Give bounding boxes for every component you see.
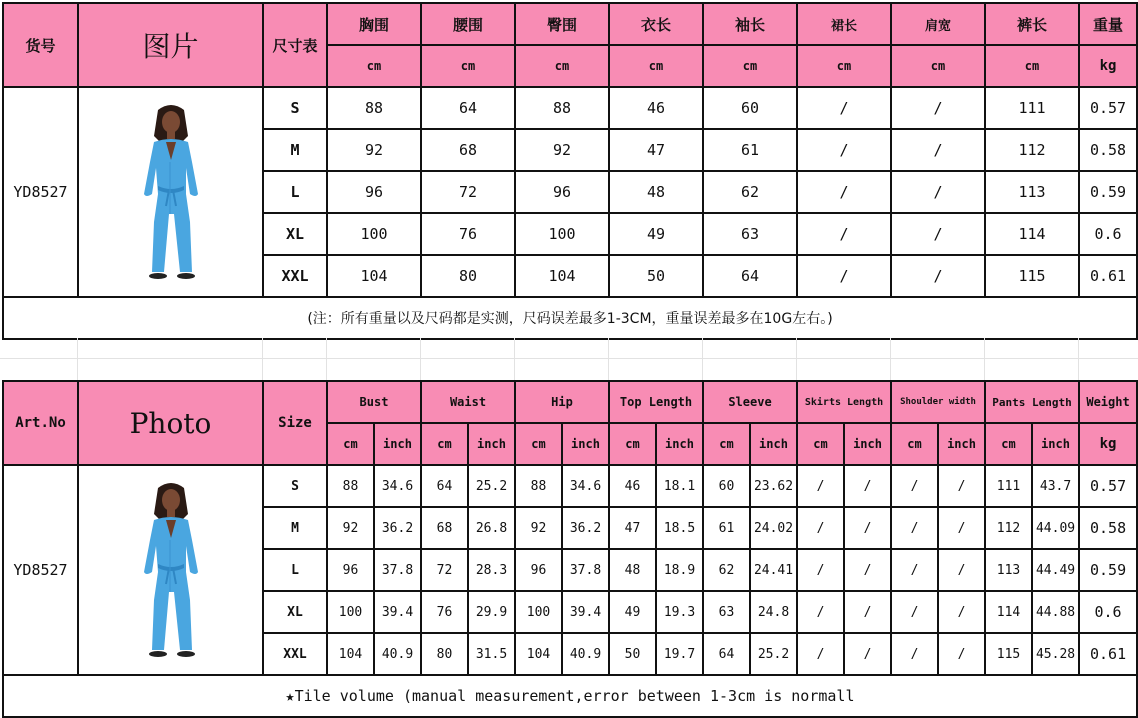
- size-label: S: [263, 465, 327, 507]
- table-cell: 44.88: [1032, 591, 1079, 633]
- table-cell: 36.2: [374, 507, 421, 549]
- table-cell: 0.61: [1079, 255, 1137, 297]
- unit-label: inch: [844, 423, 891, 465]
- product-photo: [78, 87, 263, 297]
- table-cell: 62: [703, 171, 797, 213]
- table-cell: 104: [327, 255, 421, 297]
- table-cell: /: [938, 633, 985, 675]
- photo-header: Photo: [78, 381, 263, 465]
- unit-label: kg: [1079, 423, 1137, 465]
- table-cell: 0.57: [1079, 465, 1137, 507]
- measure-header: 裙长: [797, 3, 891, 45]
- table-cell: /: [797, 213, 891, 255]
- table-cell: 64: [421, 87, 515, 129]
- measure-header: Weight: [1079, 381, 1137, 423]
- table-cell: 76: [421, 213, 515, 255]
- table-cell: /: [891, 255, 985, 297]
- table-cell: /: [891, 129, 985, 171]
- table-cell: 63: [703, 213, 797, 255]
- unit-label: cm: [421, 423, 468, 465]
- table-cell: 0.58: [1079, 507, 1137, 549]
- table-cell: 0.57: [1079, 87, 1137, 129]
- table-cell: 68: [421, 507, 468, 549]
- measure-header: 胸围: [327, 3, 421, 45]
- size-label: M: [263, 507, 327, 549]
- measure-header: 重量: [1079, 3, 1137, 45]
- table-cell: 60: [703, 87, 797, 129]
- table-cell: 63: [703, 591, 750, 633]
- size-label: S: [263, 87, 327, 129]
- table-cell: 61: [703, 129, 797, 171]
- table-cell: 49: [609, 213, 703, 255]
- measure-header: Waist: [421, 381, 515, 423]
- size-label: L: [263, 549, 327, 591]
- table-cell: /: [891, 87, 985, 129]
- table-cell: 0.58: [1079, 129, 1137, 171]
- table-cell: 25.2: [468, 465, 515, 507]
- unit-label: cm: [891, 45, 985, 87]
- measure-header: 袖长: [703, 3, 797, 45]
- measurement-note: ★Tile volume (manual measurement,error between 1-3cm is normall: [3, 675, 1137, 717]
- size-label: L: [263, 171, 327, 213]
- measure-header: 衣长: [609, 3, 703, 45]
- jumpsuit-model-image: [136, 102, 206, 282]
- table-cell: 49: [609, 591, 656, 633]
- table-cell: 104: [327, 633, 374, 675]
- table-cell: 88: [515, 465, 562, 507]
- table-cell: 48: [609, 171, 703, 213]
- unit-label: inch: [938, 423, 985, 465]
- table-cell: 24.02: [750, 507, 797, 549]
- table-cell: 104: [515, 255, 609, 297]
- table-cell: 29.9: [468, 591, 515, 633]
- table-cell: 37.8: [562, 549, 609, 591]
- table-cell: 50: [609, 255, 703, 297]
- table-cell: 113: [985, 549, 1032, 591]
- measure-header: Pants Length: [985, 381, 1079, 423]
- table-cell: 47: [609, 507, 656, 549]
- table-cell: 100: [515, 591, 562, 633]
- measure-header: Top Length: [609, 381, 703, 423]
- measure-header: Hip: [515, 381, 609, 423]
- table-cell: 80: [421, 633, 468, 675]
- size-label: XXL: [263, 633, 327, 675]
- table-cell: /: [797, 87, 891, 129]
- table-cell: 31.5: [468, 633, 515, 675]
- table-cell: /: [844, 549, 891, 591]
- measure-header: 腰围: [421, 3, 515, 45]
- table-cell: 112: [985, 129, 1079, 171]
- table-cell: 68: [421, 129, 515, 171]
- table-cell: 18.9: [656, 549, 703, 591]
- table-cell: 34.6: [562, 465, 609, 507]
- size-label: XL: [263, 591, 327, 633]
- unit-label: inch: [750, 423, 797, 465]
- table-row: [3, 87, 1137, 129]
- table-cell: /: [797, 549, 844, 591]
- measure-header: Sleeve: [703, 381, 797, 423]
- unit-label: cm: [609, 423, 656, 465]
- table-cell: 24.8: [750, 591, 797, 633]
- table-cell: 40.9: [374, 633, 421, 675]
- table-cell: 64: [703, 255, 797, 297]
- measurement-note: (注：所有重量以及尺码都是实测，尺码误差最多1-3CM，重量误差最多在10G左右。): [3, 297, 1137, 339]
- table-cell: 72: [421, 549, 468, 591]
- table-cell: 88: [515, 87, 609, 129]
- table-cell: /: [797, 255, 891, 297]
- measure-header: 臀围: [515, 3, 609, 45]
- table-cell: 19.7: [656, 633, 703, 675]
- table-cell: 0.6: [1079, 213, 1137, 255]
- art-no-header: Art.No: [3, 381, 78, 465]
- unit-label: inch: [1032, 423, 1079, 465]
- table-cell: 46: [609, 87, 703, 129]
- table-cell: 26.8: [468, 507, 515, 549]
- measure-header: 肩宽: [891, 3, 985, 45]
- table-cell: /: [891, 213, 985, 255]
- table-cell: 96: [515, 549, 562, 591]
- table-cell: /: [891, 591, 938, 633]
- table-cell: 61: [703, 507, 750, 549]
- table-cell: 111: [985, 465, 1032, 507]
- table-cell: 46: [609, 465, 656, 507]
- size-label: XL: [263, 213, 327, 255]
- unit-label: inch: [656, 423, 703, 465]
- table-cell: /: [891, 171, 985, 213]
- table-cell: 43.7: [1032, 465, 1079, 507]
- size-label: M: [263, 129, 327, 171]
- table-cell: 62: [703, 549, 750, 591]
- table-cell: /: [891, 633, 938, 675]
- table-cell: 80: [421, 255, 515, 297]
- unit-label: cm: [327, 45, 421, 87]
- table-cell: /: [844, 633, 891, 675]
- table-row: [3, 465, 1137, 507]
- unit-label: cm: [609, 45, 703, 87]
- table-cell: 92: [327, 507, 374, 549]
- table-cell: 48: [609, 549, 656, 591]
- en-size-table: [2, 380, 1138, 718]
- table-cell: /: [797, 507, 844, 549]
- art-no-value: YD8527: [3, 465, 78, 675]
- unit-label: cm: [985, 423, 1032, 465]
- art-no-value: YD8527: [3, 87, 78, 297]
- table-cell: /: [938, 465, 985, 507]
- table-cell: /: [797, 171, 891, 213]
- table-cell: /: [797, 633, 844, 675]
- table-cell: 96: [327, 549, 374, 591]
- table-cell: 36.2: [562, 507, 609, 549]
- table-cell: 0.59: [1079, 171, 1137, 213]
- unit-label: kg: [1079, 45, 1137, 87]
- table-cell: 100: [327, 213, 421, 255]
- unit-label: cm: [797, 45, 891, 87]
- table-cell: 45.28: [1032, 633, 1079, 675]
- jumpsuit-model-image: [136, 480, 206, 660]
- table-cell: 111: [985, 87, 1079, 129]
- table-cell: 39.4: [374, 591, 421, 633]
- unit-label: cm: [703, 423, 750, 465]
- cn-size-table: [2, 2, 1138, 340]
- unit-label: cm: [985, 45, 1079, 87]
- table-cell: 24.41: [750, 549, 797, 591]
- table-cell: 96: [515, 171, 609, 213]
- table-cell: /: [844, 507, 891, 549]
- size-header: 尺寸表: [263, 3, 327, 87]
- table-cell: 18.5: [656, 507, 703, 549]
- table-cell: 18.1: [656, 465, 703, 507]
- table-cell: 39.4: [562, 591, 609, 633]
- unit-label: cm: [891, 423, 938, 465]
- measure-header: Skirts Length: [797, 381, 891, 423]
- photo-header: 图片: [78, 3, 263, 87]
- art-no-header: 货号: [3, 3, 78, 87]
- table-cell: 113: [985, 171, 1079, 213]
- table-cell: /: [938, 549, 985, 591]
- table-cell: 25.2: [750, 633, 797, 675]
- table-cell: 47: [609, 129, 703, 171]
- table-cell: 92: [327, 129, 421, 171]
- unit-label: cm: [515, 45, 609, 87]
- table-cell: 19.3: [656, 591, 703, 633]
- table-cell: 92: [515, 129, 609, 171]
- table-cell: 88: [327, 465, 374, 507]
- unit-label: cm: [797, 423, 844, 465]
- table-cell: 34.6: [374, 465, 421, 507]
- table-cell: 115: [985, 633, 1032, 675]
- unit-label: inch: [562, 423, 609, 465]
- table-cell: 44.49: [1032, 549, 1079, 591]
- unit-label: cm: [703, 45, 797, 87]
- table-cell: 104: [515, 633, 562, 675]
- table-cell: /: [797, 129, 891, 171]
- table-cell: 88: [327, 87, 421, 129]
- table-cell: 28.3: [468, 549, 515, 591]
- table-cell: /: [938, 591, 985, 633]
- table-cell: 92: [515, 507, 562, 549]
- table-cell: 100: [327, 591, 374, 633]
- table-cell: /: [891, 507, 938, 549]
- table-cell: /: [891, 549, 938, 591]
- unit-label: cm: [515, 423, 562, 465]
- spreadsheet-gap: [0, 338, 1138, 380]
- measure-header: Bust: [327, 381, 421, 423]
- table-cell: /: [844, 465, 891, 507]
- table-cell: 50: [609, 633, 656, 675]
- size-label: XXL: [263, 255, 327, 297]
- table-cell: 60: [703, 465, 750, 507]
- table-cell: /: [938, 507, 985, 549]
- table-cell: /: [891, 465, 938, 507]
- table-cell: 23.62: [750, 465, 797, 507]
- table-cell: 72: [421, 171, 515, 213]
- measure-header: Shoulder width: [891, 381, 985, 423]
- table-cell: 64: [703, 633, 750, 675]
- table-cell: 114: [985, 591, 1032, 633]
- table-cell: 96: [327, 171, 421, 213]
- table-cell: 76: [421, 591, 468, 633]
- table-cell: /: [844, 591, 891, 633]
- table-cell: 114: [985, 213, 1079, 255]
- unit-label: inch: [374, 423, 421, 465]
- table-cell: 112: [985, 507, 1032, 549]
- product-photo: [78, 465, 263, 675]
- table-cell: /: [797, 465, 844, 507]
- table-cell: 64: [421, 465, 468, 507]
- table-cell: 40.9: [562, 633, 609, 675]
- table-cell: 0.59: [1079, 549, 1137, 591]
- table-cell: 44.09: [1032, 507, 1079, 549]
- unit-label: inch: [468, 423, 515, 465]
- unit-label: cm: [421, 45, 515, 87]
- table-cell: /: [797, 591, 844, 633]
- table-cell: 37.8: [374, 549, 421, 591]
- table-cell: 100: [515, 213, 609, 255]
- table-cell: 0.61: [1079, 633, 1137, 675]
- table-cell: 0.6: [1079, 591, 1137, 633]
- size-header: Size: [263, 381, 327, 465]
- measure-header: 裤长: [985, 3, 1079, 45]
- unit-label: cm: [327, 423, 374, 465]
- table-cell: 115: [985, 255, 1079, 297]
